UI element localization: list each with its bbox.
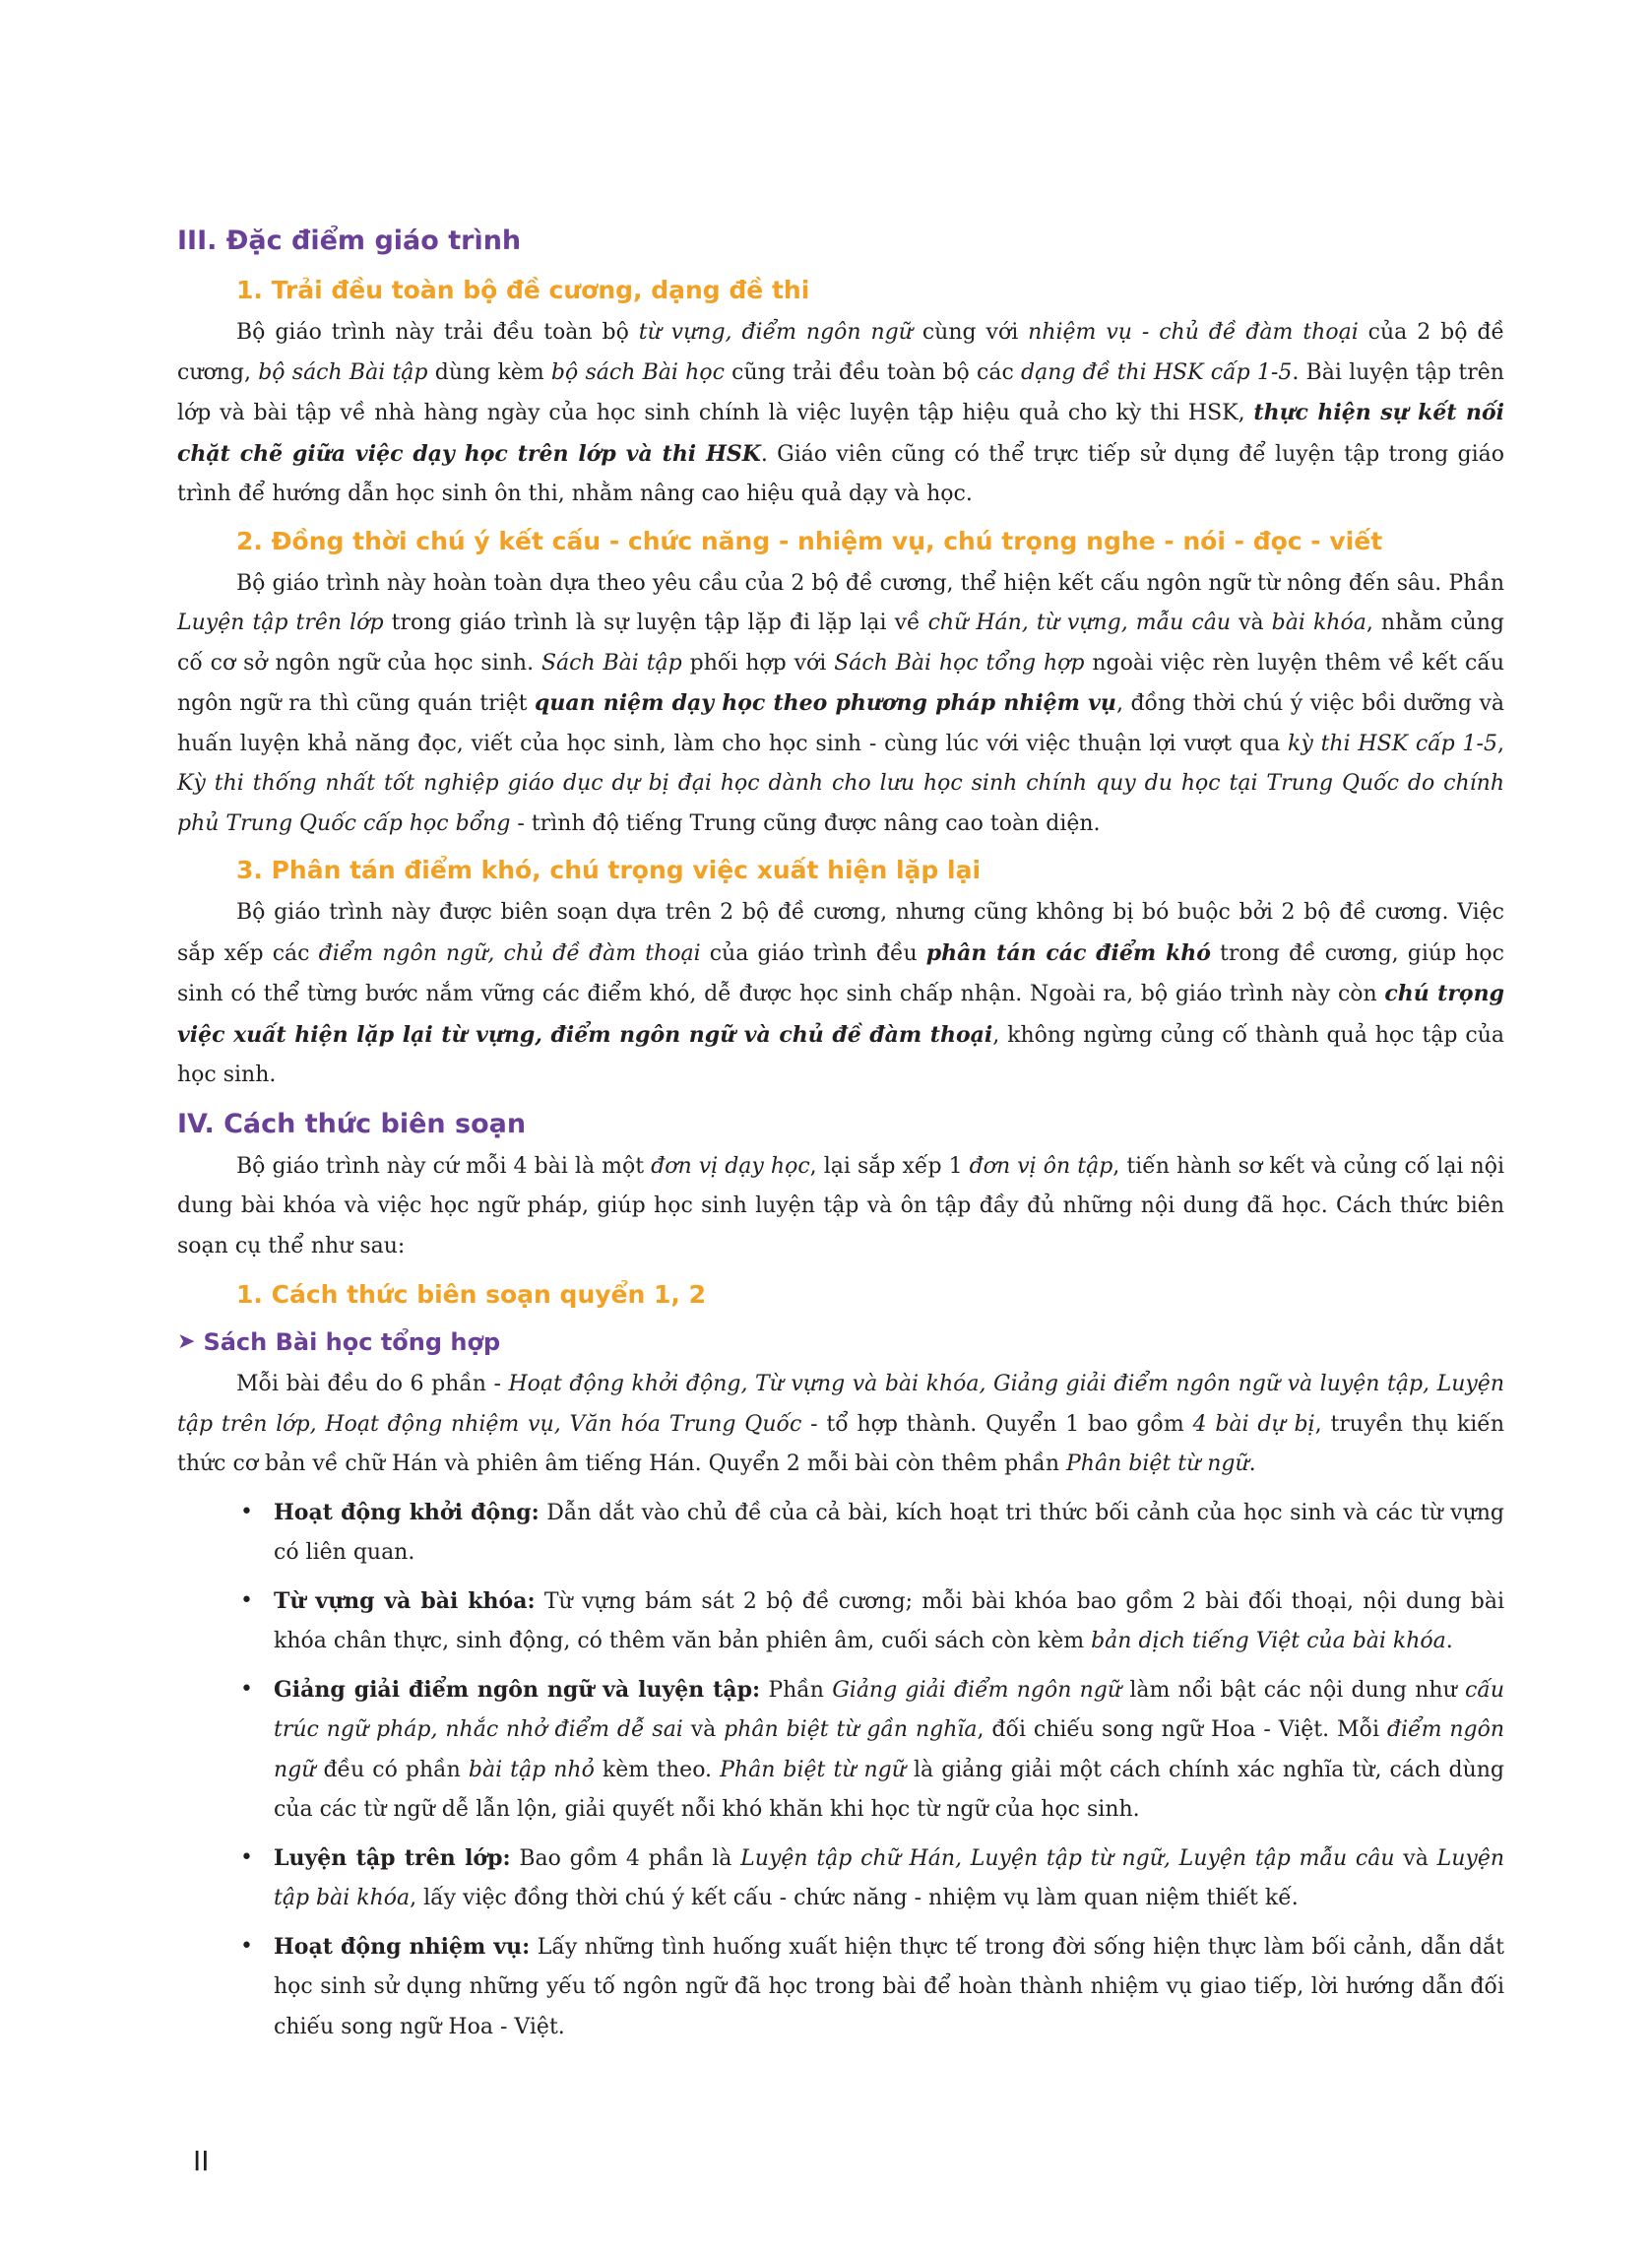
- section-4-intro-paragraph: Bộ giáo trình này cứ mỗi 4 bài là một đơn vị dạy học, lại sắp xếp 1 đơn vị ôn tập, tiến hành sơ kết và củng cố lại nội dung bài khóa và việc học ngữ pháp, giúp học sinh luyện tập và ôn tập đầy đủ những nội dung đã học. Cách thức biên soạn cụ thể như sau:: [177, 1153, 1504, 1258]
- book-heading-label: Sách Bài học tổng hợp: [203, 1328, 501, 1356]
- bullet-icon: •: [240, 1676, 253, 1702]
- list-item: • Giảng giải điểm ngôn ngữ và luyện tập: Phần Giảng giải điểm ngôn ngữ làm nổi bật các nội dung như cấu trúc ngữ pháp, nhắc nhở điểm dễ sai và phân biệt từ gần nghĩa, đối chiếu song ngữ Hoa - Việt. Mỗi điểm ngôn ngữ đều có phần bài tập nhỏ kèm theo. Phân biệt từ ngữ là giảng giải một cách chính xác nghĩa từ, cách dùng của các từ ngữ dễ lẫn lộn, giải quyết nỗi khó khăn khi học từ ngữ của học sinh.: [236, 1670, 1504, 1831]
- subsection-3-3-heading: 3. Phân tán điểm khó, chú trọng việc xuất hiện lặp lại: [236, 856, 982, 884]
- page-number: II: [193, 2145, 210, 2177]
- list-item: • Luyện tập trên lớp: Bao gồm 4 phần là Luyện tập chữ Hán, Luyện tập từ ngữ, Luyện tập mẫu câu và Luyện tập bài khóa, lấy việc đồng thời chú ý kết cấu - chức năng - nhiệm vụ làm quan niệm thiết kế.: [236, 1838, 1504, 1919]
- subsection-3-3-paragraph: Bộ giáo trình này được biên soạn dựa trên 2 bộ đề cương, nhưng cũng không bị bó buộc bởi 2 bộ đề cương. Việc sắp xếp các điểm ngôn ngữ, chủ đề đàm thoại của giáo trình đều phân tán các điểm khó trong đề cương, giúp học sinh có thể từng bước nắm vững các điểm khó, dễ được học sinh chấp nhận. Ngoài ra, bộ giáo trình này còn chú trọng việc xuất hiện lặp lại từ vựng, điểm ngôn ngữ và chủ đề đàm thoại, không ngừng củng cố thành quả học tập của học sinh.: [177, 900, 1504, 1087]
- subsection-3-1-heading: 1. Trải đều toàn bộ đề cương, dạng đề thi: [236, 276, 810, 304]
- book-heading: [177, 1325, 1504, 1359]
- subsection-3-2-paragraph: Bộ giáo trình này hoàn toàn dựa theo yêu cầu của 2 bộ đề cương, thể hiện kết cấu ngôn ngữ từ nông đến sâu. Phần Luyện tập trên lớp trong giáo trình là sự luyện tập lặp đi lặp lại về chữ Hán, từ vựng, mẫu câu và bài khóa, nhằm củng cố cơ sở ngôn ngữ của học sinh. Sách Bài tập phối hợp với Sách Bài học tổng hợp ngoài việc rèn luyện thêm về kết cấu ngôn ngữ ra thì cũng quán triệt quan niệm dạy học theo phương pháp nhiệm vụ, đồng thời chú ý việc bồi dưỡng và huấn luyện khả năng đọc, viết của học sinh, làm cho học sinh - cùng lúc với việc thuận lợi vượt qua kỳ thi HSK cấp 1-5, Kỳ thi thống nhất tốt nghiệp giáo dục dự bị đại học dành cho lưu học sinh chính quy du học tại Trung Quốc do chính phủ Trung Quốc cấp học bổng - trình độ tiếng Trung cũng được nâng cao toàn diện.: [177, 570, 1505, 836]
- arrow-right-icon: ➤: [177, 1329, 196, 1354]
- list-item: • Từ vựng và bài khóa: Từ vựng bám sát 2 bộ đề cương; mỗi bài khóa bao gồm 2 bài đối thoại, nội dung bài khóa chân thực, sinh động, có thêm văn bản phiên âm, cuối sách còn kèm bản dịch tiếng Việt của bài khóa.: [236, 1581, 1504, 1662]
- list-item: • Hoạt động nhiệm vụ: Lấy những tình huống xuất hiện thực tế trong đời sống hiện thực làm bối cảnh, dẫn dắt học sinh sử dụng những yếu tố ngôn ngữ đã học trong bài để hoàn thành nhiệm vụ giao tiếp, lời hướng dẫn đối chiếu song ngữ Hoa - Việt.: [236, 1927, 1504, 2048]
- subsection-3-1-paragraph: Bộ giáo trình này trải đều toàn bộ từ vựng, điểm ngôn ngữ cùng với nhiệm vụ - chủ đề đàm thoại của 2 bộ đề cương, bộ sách Bài tập dùng kèm bộ sách Bài học cũng trải đều toàn bộ các dạng đề thi HSK cấp 1-5. Bài luyện tập trên lớp và bài tập về nhà hàng ngày của học sinh chính là việc luyện tập hiệu quả cho kỳ thi HSK, thực hiện sự kết nối chặt chẽ giữa việc dạy học trên lớp và thi HSK. Giáo viên cũng có thể trực tiếp sử dụng để luyện tập trong giáo trình để hướng dẫn học sinh ôn thi, nhằm nâng cao hiệu quả dạy và học.: [177, 320, 1505, 506]
- subsection-4-1-heading: 1. Cách thức biên soạn quyển 1, 2: [236, 1280, 706, 1309]
- section-4-heading: IV. Cách thức biên soạn: [177, 1108, 527, 1139]
- page-content: [177, 225, 1504, 2047]
- bullet-icon: •: [240, 1933, 253, 1959]
- bullet-icon: •: [240, 1587, 253, 1613]
- components-list: [177, 1493, 1504, 2048]
- bullet-icon: •: [240, 1499, 253, 1524]
- list-item: • Hoạt động khởi động: Dẫn dắt vào chủ đề của cả bài, kích hoạt tri thức bối cảnh của học sinh và các từ vựng có liên quan.: [236, 1493, 1504, 1574]
- section-3-heading: III. Đặc điểm giáo trình: [177, 226, 522, 256]
- subsection-3-2-heading: 2. Đồng thời chú ý kết cấu - chức năng - nhiệm vụ, chú trọng nghe - nói - đọc - viết: [236, 526, 1383, 555]
- book-paragraph: Mỗi bài đều do 6 phần - Hoạt động khởi động, Từ vựng và bài khóa, Giảng giải điểm ngôn ngữ và luyện tập, Luyện tập trên lớp, Hoạt động nhiệm vụ, Văn hóa Trung Quốc - tổ hợp thành. Quyển 1 bao gồm 4 bài dự bị, truyền thụ kiến thức cơ bản về chữ Hán và phiên âm tiếng Hán. Quyển 2 mỗi bài còn thêm phần Phân biệt từ ngữ.: [177, 1372, 1504, 1476]
- bullet-icon: •: [240, 1844, 253, 1870]
